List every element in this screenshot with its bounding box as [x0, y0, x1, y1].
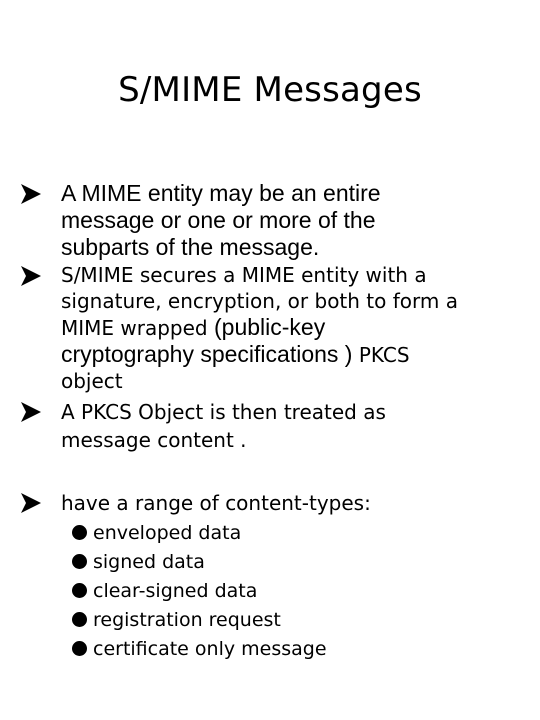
bullet-text — [61, 180, 381, 261]
bullet-smime-secures — [20, 262, 510, 394]
content-types-list — [72, 518, 502, 663]
list-item-label: certificate only message — [93, 637, 327, 660]
bullet-line-part: PKCS — [358, 343, 410, 367]
bullet-line: message or one or more of the — [61, 207, 376, 233]
bullet-line: signature, encryption, or both to form a — [61, 289, 458, 313]
list-item-label: enveloped data — [93, 521, 242, 544]
bullet-line-part: (public-key — [214, 314, 326, 340]
list-item — [72, 576, 502, 605]
arrow-bullet-icon — [20, 183, 42, 205]
bullet-line-part: cryptography specifications ) — [61, 341, 353, 367]
bullet-line: object — [61, 369, 123, 393]
list-item-label: signed data — [93, 550, 205, 573]
arrow-bullet-icon — [20, 492, 42, 514]
bullet-pkcs-object — [20, 398, 510, 454]
slide-title: S/MIME Messages — [118, 70, 422, 110]
bullet-line — [61, 341, 458, 368]
bullet-line: subparts of the message. — [61, 234, 320, 260]
bullet-text — [61, 262, 458, 394]
bullet-line — [61, 314, 458, 341]
bullet-line: S/MIME secures a MIME entity with a — [61, 263, 427, 287]
bullet-line-part: MIME wrapped — [61, 316, 208, 340]
list-item-label: clear-signed data — [93, 579, 258, 602]
arrow-bullet-icon — [20, 401, 42, 423]
round-bullet-icon — [72, 612, 87, 627]
round-bullet-icon — [72, 525, 87, 540]
list-item — [72, 634, 502, 663]
bullet-line: A MIME entity may be an entire — [61, 180, 381, 206]
list-item — [72, 547, 502, 576]
bullet-content-types — [20, 489, 510, 517]
list-item-label: registration request — [93, 608, 281, 631]
bullet-line: have a range of content-types: — [61, 491, 371, 515]
list-item — [72, 518, 502, 547]
round-bullet-icon — [72, 554, 87, 569]
bullet-mime-entity — [20, 180, 510, 261]
arrow-bullet-icon — [20, 265, 42, 287]
round-bullet-icon — [72, 641, 87, 656]
bullet-text — [61, 489, 371, 517]
bullet-line: message content . — [61, 428, 247, 452]
list-item — [72, 605, 502, 634]
round-bullet-icon — [72, 583, 87, 598]
bullet-text — [61, 398, 386, 454]
bullet-line: A PKCS Object is then treated as — [61, 400, 386, 424]
